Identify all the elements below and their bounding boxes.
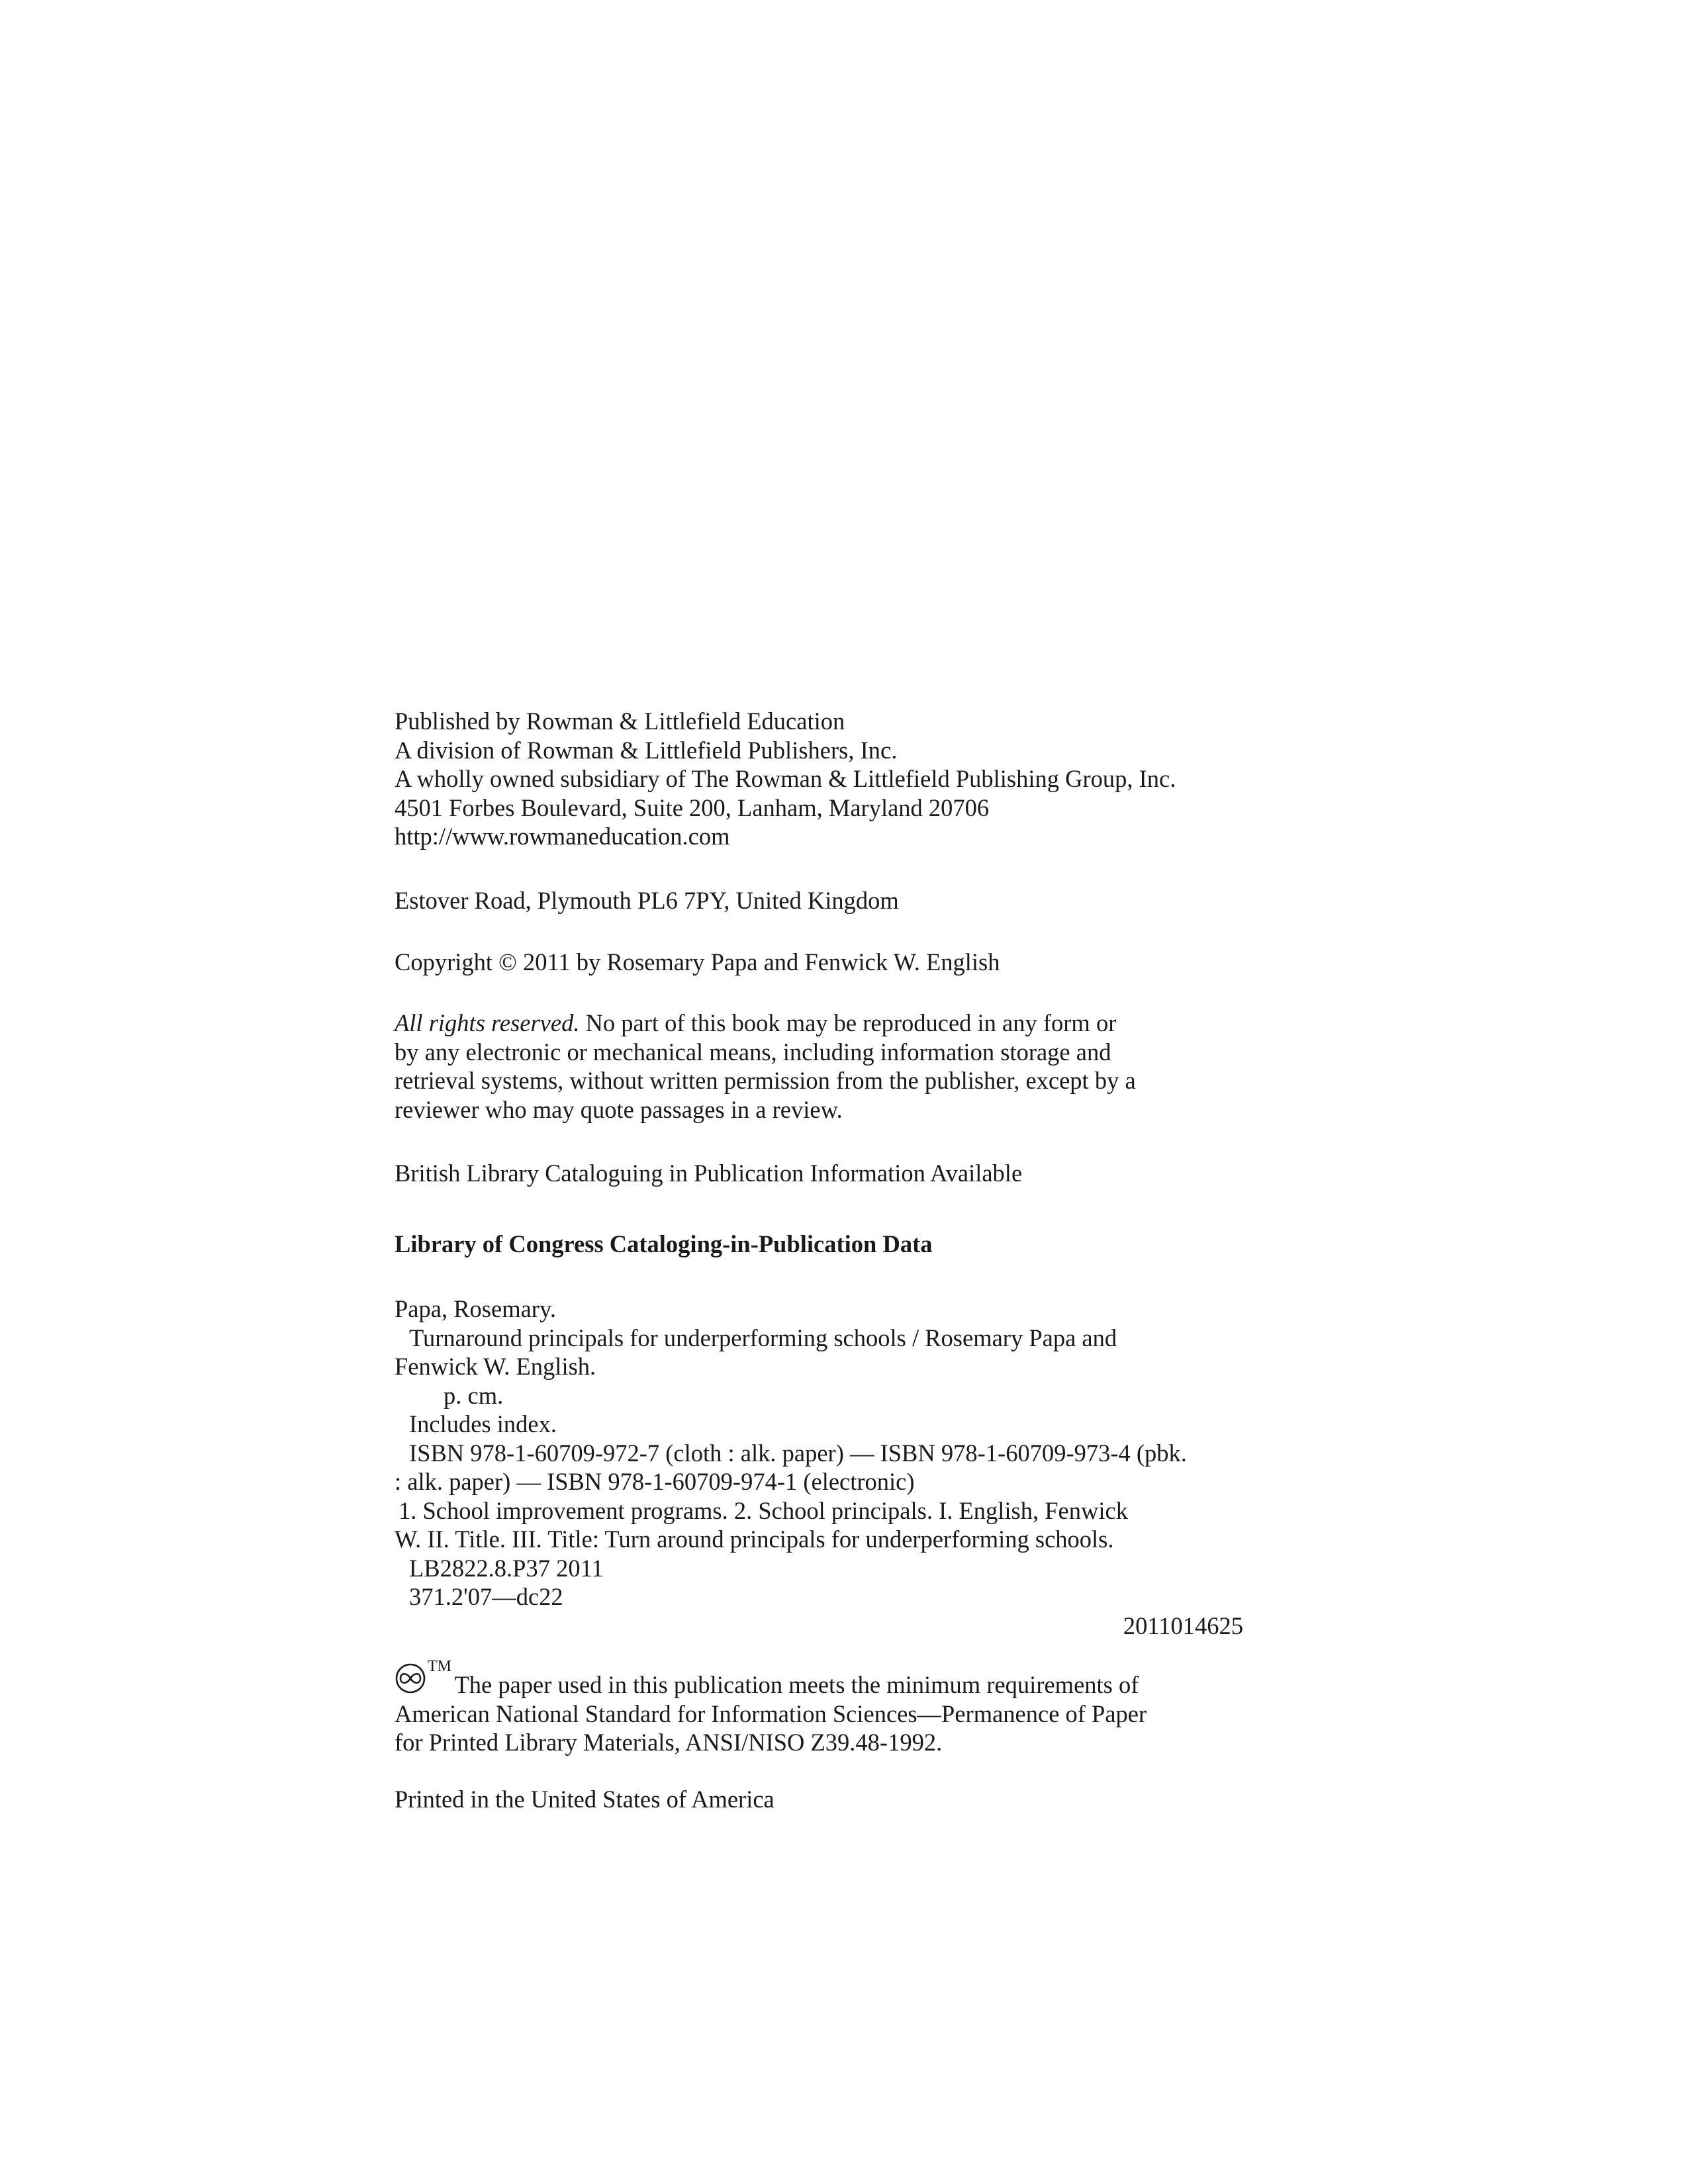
publisher-line: Published by Rowman & Littlefield Education: [395, 707, 845, 735]
uk-address: [395, 886, 1268, 915]
paper-note-line-3: for Printed Library Materials, ANSI/NISO Z39.48-1992.: [395, 1729, 943, 1756]
british-library-text: British Library Cataloguing in Publication Information Available: [395, 1160, 1023, 1187]
paper-permanence-note: [395, 1658, 1268, 1757]
cip-isbn-line-1: ISBN 978-1-60709-972-7 (cloth : alk. paper) — ISBN 978-1-60709-973-4 (pbk.: [409, 1439, 1187, 1467]
publisher-line: A division of Rowman & Littlefield Publishers, Inc.: [395, 736, 898, 764]
paper-note-line-2: American National Standard for Information Sciences—Permanence of Paper: [395, 1700, 1147, 1727]
cip-title-line-1: Turnaround principals for underperforming schools / Rosemary Papa and: [409, 1324, 1117, 1351]
publisher-url: http://www.rowmaneducation.com: [395, 823, 730, 850]
loc-heading: [395, 1230, 1268, 1259]
uk-address-text: Estover Road, Plymouth PL6 7PY, United Kingdom: [395, 887, 899, 914]
publisher-info: [395, 707, 1268, 851]
cip-author: Papa, Rosemary.: [395, 1295, 556, 1322]
printed-in-text: Printed in the United States of America: [395, 1786, 774, 1813]
rights-line-4: reviewer who may quote passages in a review.: [395, 1095, 843, 1123]
cip-pages: p. cm.: [444, 1381, 504, 1409]
cip-isbn-line-2: : alk. paper) — ISBN 978-1-60709-974-1 (electronic): [395, 1468, 915, 1495]
rights-line-1: [395, 1009, 1268, 1038]
trademark-mark: TM: [428, 1658, 451, 1675]
copyright-notice: [395, 948, 1268, 977]
rights-line-2: by any electronic or mechanical means, including information storage and: [395, 1038, 1111, 1066]
cip-lc-class: LB2822.8.P37 2011: [409, 1554, 604, 1582]
rights-line-1-rest: No part of this book may be reproduced in any form or: [579, 1009, 1117, 1036]
loc-heading-text: Library of Congress Cataloging-in-Publication Data: [395, 1230, 933, 1257]
paper-note-line-1-text: The paper used in this publication meets the minimum requirements of: [449, 1671, 1139, 1698]
infinity-circle-icon-svg: [395, 1662, 428, 1694]
copyright-text: Copyright © 2011 by Rosemary Papa and Fenwick W. English: [395, 948, 1000, 976]
cip-index: Includes index.: [409, 1410, 557, 1437]
rights-emphasis: All rights reserved.: [395, 1009, 580, 1036]
publisher-address: 4501 Forbes Boulevard, Suite 200, Lanham, Maryland 20706: [395, 794, 990, 821]
cip-dewey: 371.2'07—dc22: [409, 1583, 563, 1610]
paper-note-line-1: [395, 1658, 1268, 1700]
cip-subjects-line-2: W. II. Title. III. Title: Turn around principals for underperforming schools.: [395, 1525, 1114, 1553]
cip-record: [395, 1295, 1268, 1640]
cip-lccn: 2011014625: [1123, 1612, 1243, 1639]
infinity-circle-icon: [395, 1658, 451, 1694]
cip-title-line-2: Fenwick W. English.: [395, 1353, 596, 1380]
publisher-line: A wholly owned subsidiary of The Rowman & Littlefield Publishing Group, Inc.: [395, 765, 1176, 792]
cip-subjects-line-1: 1. School improvement programs. 2. School principals. I. English, Fenwick: [399, 1496, 1128, 1524]
rights-statement: [395, 1009, 1268, 1124]
british-library-note: [395, 1159, 1268, 1188]
rights-line-3: retrieval systems, without written permission from the publisher, except by a: [395, 1067, 1136, 1094]
printed-in: [395, 1785, 1268, 1814]
